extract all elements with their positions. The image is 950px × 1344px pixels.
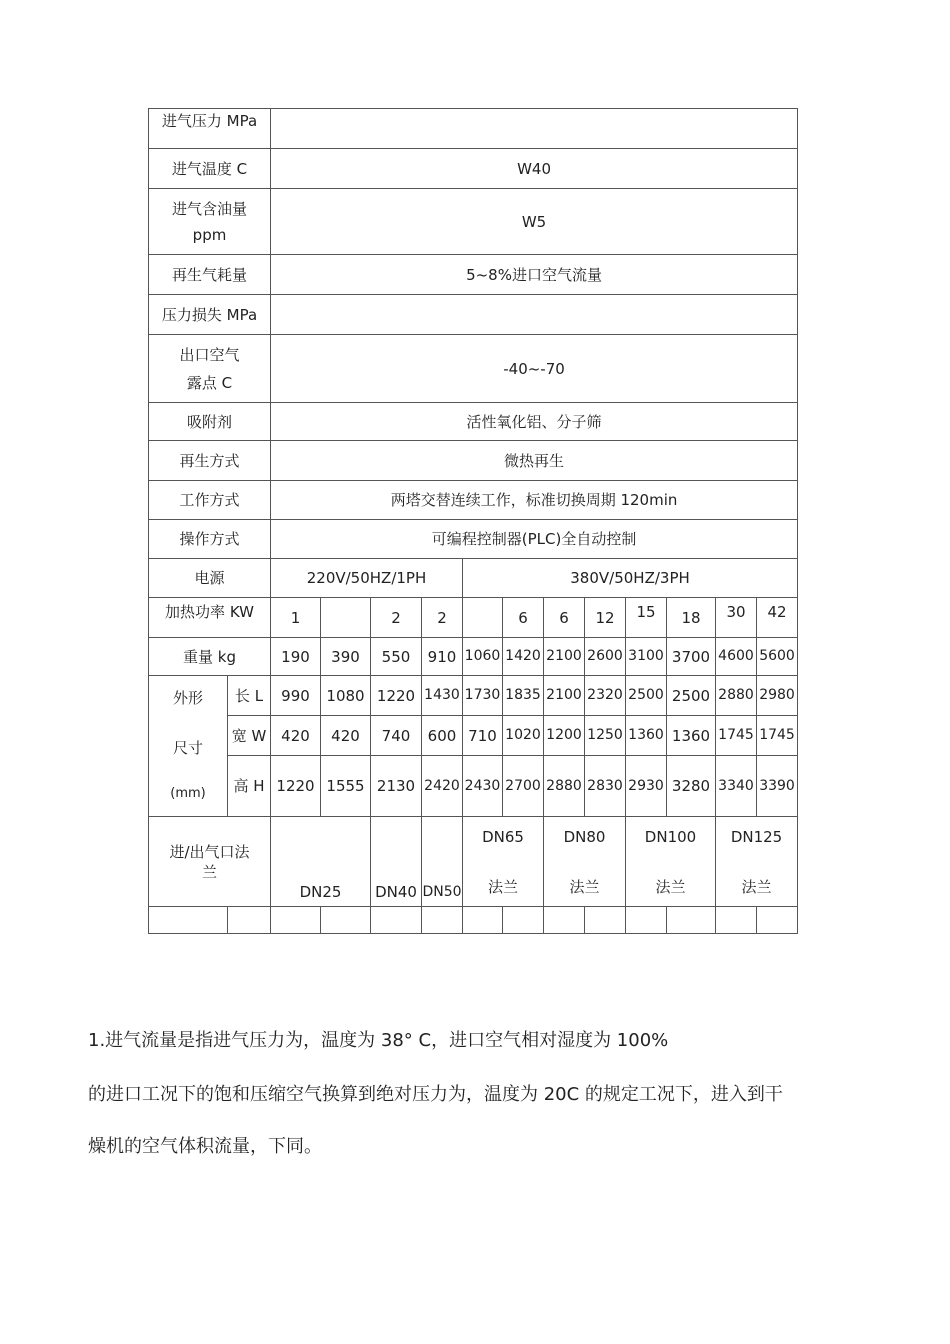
row-weight bbox=[149, 638, 798, 676]
value-power-single-phase: 220V/50HZ/1PH bbox=[271, 559, 463, 598]
footnote-line-2: 的进口工况下的饱和压缩空气换算到绝对压力为，温度为 20C 的规定工况下，进入到干 bbox=[88, 1084, 783, 1105]
label-operation: 操作方式 bbox=[149, 520, 271, 559]
flange-dn65 bbox=[463, 817, 544, 907]
heating-power-cell bbox=[321, 598, 371, 638]
empty-cell bbox=[149, 907, 228, 934]
flange-dn80-size: DN80 bbox=[563, 828, 606, 846]
heating-power-cell: 2 bbox=[371, 598, 422, 638]
row-inlet-pressure bbox=[149, 109, 798, 149]
height-cell: 3390 bbox=[757, 756, 798, 817]
height-cell: 2830 bbox=[585, 756, 626, 817]
flange-dn80-suffix: 法兰 bbox=[569, 878, 600, 896]
value-inlet-oil: W5 bbox=[271, 189, 798, 255]
height-cell: 2880 bbox=[544, 756, 585, 817]
label-heating-power: 加热功率 KW bbox=[149, 598, 271, 638]
weight-cell: 1060 bbox=[463, 638, 503, 676]
value-inlet-pressure bbox=[271, 109, 798, 149]
length-cell: 2500 bbox=[626, 676, 667, 716]
heating-power-cell: 15 bbox=[626, 598, 667, 638]
label-adsorbent: 吸附剂 bbox=[149, 403, 271, 441]
label-inlet-temp: 进气温度 C bbox=[149, 149, 271, 189]
label-height: 高 H bbox=[228, 756, 271, 817]
heating-power-cell: 12 bbox=[585, 598, 626, 638]
row-pressure-loss bbox=[149, 295, 798, 335]
label-inlet-oil: 进气含油量 ppm bbox=[149, 189, 271, 255]
dimensions-label-1: 外形 bbox=[172, 689, 203, 707]
width-cell: 710 bbox=[463, 716, 503, 756]
footnote-line-3: 燥机的空气体积流量，下同。 bbox=[88, 1136, 322, 1157]
row-regen-gas bbox=[149, 255, 798, 295]
flange-dn50: DN50 bbox=[422, 817, 463, 907]
row-adsorbent bbox=[149, 403, 798, 441]
width-cell: 600 bbox=[422, 716, 463, 756]
flange-dn25: DN25 bbox=[271, 817, 371, 907]
height-cell: 2700 bbox=[503, 756, 544, 817]
footnote-line-1: 1.进气流量是指进气压力为，温度为 38° C，进口空气相对湿度为 100% bbox=[88, 1030, 669, 1051]
value-regen-gas: 5~8%进口空气流量 bbox=[271, 255, 798, 295]
empty-cell bbox=[271, 907, 321, 934]
row-dew-point bbox=[149, 335, 798, 403]
width-cell: 1745 bbox=[757, 716, 798, 756]
label-weight: 重量 kg bbox=[149, 638, 271, 676]
flange-dn125-size: DN125 bbox=[730, 828, 783, 846]
empty-cell bbox=[757, 907, 798, 934]
length-cell: 1430 bbox=[422, 676, 463, 716]
row-operation bbox=[149, 520, 798, 559]
empty-cell bbox=[463, 907, 503, 934]
flange-dn125-suffix: 法兰 bbox=[741, 878, 772, 896]
weight-cell: 910 bbox=[422, 638, 463, 676]
width-cell: 1250 bbox=[585, 716, 626, 756]
label-width: 宽 W bbox=[228, 716, 271, 756]
row-width bbox=[149, 716, 798, 756]
row-inlet-oil bbox=[149, 189, 798, 255]
height-cell: 1555 bbox=[321, 756, 371, 817]
label-inlet-pressure: 进气压力 MPa bbox=[149, 109, 271, 149]
flange-dn100 bbox=[626, 817, 716, 907]
length-cell: 2100 bbox=[544, 676, 585, 716]
height-cell: 2930 bbox=[626, 756, 667, 817]
width-cell: 1360 bbox=[626, 716, 667, 756]
empty-cell bbox=[228, 907, 271, 934]
flange-dn100-size: DN100 bbox=[644, 828, 697, 846]
spec-table bbox=[148, 108, 798, 934]
weight-cell: 3100 bbox=[626, 638, 667, 676]
width-cell: 1745 bbox=[716, 716, 757, 756]
weight-cell: 1420 bbox=[503, 638, 544, 676]
label-power: 电源 bbox=[149, 559, 271, 598]
row-heating-power bbox=[149, 598, 798, 638]
dimensions-label-2: 尺寸 bbox=[172, 739, 203, 757]
flange-dn65-suffix: 法兰 bbox=[487, 878, 518, 896]
weight-cell: 2100 bbox=[544, 638, 585, 676]
weight-cell: 4600 bbox=[716, 638, 757, 676]
row-work-method bbox=[149, 481, 798, 520]
label-regen-method: 再生方式 bbox=[149, 441, 271, 481]
value-operation: 可编程控制器(PLC)全自动控制 bbox=[271, 520, 798, 559]
width-cell: 420 bbox=[321, 716, 371, 756]
row-flange bbox=[149, 817, 798, 907]
row-power bbox=[149, 559, 798, 598]
flange-dn100-suffix: 法兰 bbox=[655, 878, 686, 896]
length-cell: 1730 bbox=[463, 676, 503, 716]
width-cell: 1360 bbox=[667, 716, 716, 756]
row-inlet-temp bbox=[149, 149, 798, 189]
heating-power-cell: 6 bbox=[544, 598, 585, 638]
length-cell: 1080 bbox=[321, 676, 371, 716]
width-cell: 1020 bbox=[503, 716, 544, 756]
length-cell: 1220 bbox=[371, 676, 422, 716]
height-cell: 3280 bbox=[667, 756, 716, 817]
label-dimensions bbox=[149, 676, 228, 817]
flange-dn125 bbox=[716, 817, 798, 907]
label-length: 长 L bbox=[228, 676, 271, 716]
height-cell: 2130 bbox=[371, 756, 422, 817]
heating-power-cell bbox=[463, 598, 503, 638]
weight-cell: 390 bbox=[321, 638, 371, 676]
empty-cell bbox=[667, 907, 716, 934]
flange-dn40: DN40 bbox=[371, 817, 422, 907]
heating-power-cell: 2 bbox=[422, 598, 463, 638]
value-regen-method: 微热再生 bbox=[271, 441, 798, 481]
length-cell: 2500 bbox=[667, 676, 716, 716]
label-work-method: 工作方式 bbox=[149, 481, 271, 520]
heating-power-cell: 30 bbox=[716, 598, 757, 638]
value-work-method: 两塔交替连续工作，标准切换周期 120min bbox=[271, 481, 798, 520]
length-cell: 2880 bbox=[716, 676, 757, 716]
length-cell: 990 bbox=[271, 676, 321, 716]
label-pressure-loss: 压力损失 MPa bbox=[149, 295, 271, 335]
value-power-three-phase: 380V/50HZ/3PH bbox=[463, 559, 798, 598]
weight-cell: 550 bbox=[371, 638, 422, 676]
empty-cell bbox=[626, 907, 667, 934]
weight-cell: 190 bbox=[271, 638, 321, 676]
length-cell: 2320 bbox=[585, 676, 626, 716]
label-regen-gas: 再生气耗量 bbox=[149, 255, 271, 295]
length-cell: 1835 bbox=[503, 676, 544, 716]
weight-cell: 5600 bbox=[757, 638, 798, 676]
empty-cell bbox=[544, 907, 585, 934]
label-dew-point: 出口空气露点 C bbox=[149, 335, 271, 403]
width-cell: 420 bbox=[271, 716, 321, 756]
row-height bbox=[149, 756, 798, 817]
flange-dn65-size: DN65 bbox=[482, 828, 524, 846]
heating-power-cell: 42 bbox=[757, 598, 798, 638]
width-cell: 740 bbox=[371, 716, 422, 756]
heating-power-cell: 6 bbox=[503, 598, 544, 638]
weight-cell: 2600 bbox=[585, 638, 626, 676]
weight-cell: 3700 bbox=[667, 638, 716, 676]
empty-cell bbox=[422, 907, 463, 934]
empty-cell bbox=[371, 907, 422, 934]
value-inlet-temp: W40 bbox=[271, 149, 798, 189]
value-dew-point: -40~-70 bbox=[271, 335, 798, 403]
value-adsorbent: 活性氧化铝、分子筛 bbox=[271, 403, 798, 441]
row-empty bbox=[149, 907, 798, 934]
row-regen-method bbox=[149, 441, 798, 481]
label-flange: 进/出气口法兰 bbox=[149, 817, 271, 907]
height-cell: 2430 bbox=[463, 756, 503, 817]
height-cell: 1220 bbox=[271, 756, 321, 817]
height-cell: 2420 bbox=[422, 756, 463, 817]
empty-cell bbox=[716, 907, 757, 934]
heating-power-cell: 1 bbox=[271, 598, 321, 638]
empty-cell bbox=[585, 907, 626, 934]
dimensions-label-unit: (mm) bbox=[170, 786, 206, 801]
flange-dn80 bbox=[544, 817, 626, 907]
row-length bbox=[149, 676, 798, 716]
empty-cell bbox=[503, 907, 544, 934]
width-cell: 1200 bbox=[544, 716, 585, 756]
value-pressure-loss bbox=[271, 295, 798, 335]
length-cell: 2980 bbox=[757, 676, 798, 716]
empty-cell bbox=[321, 907, 371, 934]
height-cell: 3340 bbox=[716, 756, 757, 817]
heating-power-cell: 18 bbox=[667, 598, 716, 638]
